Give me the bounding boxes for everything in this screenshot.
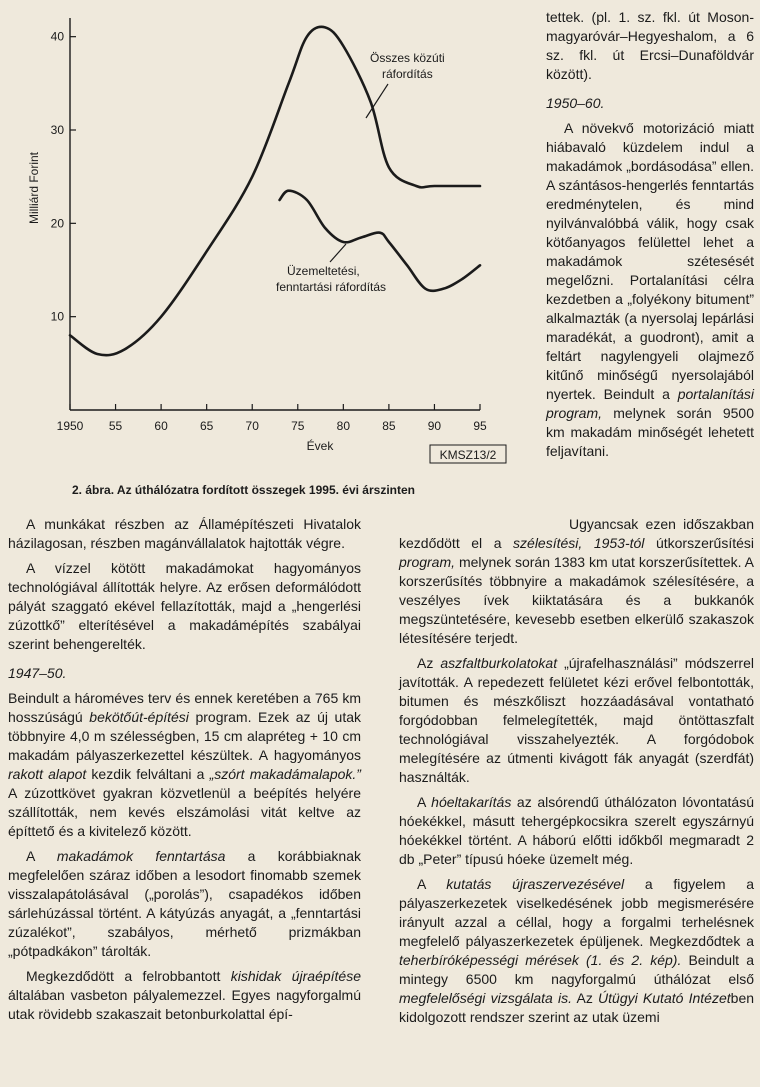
series-label-maintenance-line1: Üzemeltetési, [287,264,360,278]
text-run: Megkezdődött a felrobbantott [26,968,231,984]
series-label-maintenance-pointer [330,244,346,262]
road-spending-chart [0,0,520,480]
x-tick-label: 85 [382,419,396,433]
text-run-italic: „szórt makadámalapok.” [209,766,361,782]
paragraph-research [399,875,754,1027]
text-run-italic: szélesítési, 1953-tól [513,535,645,551]
x-tick-label: 75 [291,419,305,433]
text-run: a korábbiaknak megfelelően száraz időben a lesodort finomabb szemek visszalapátolásával („porolás”), csapadékos időben sárlehúzással történt. A kátyúzás anyagát, a „fenntartási zúzalékot”, szabályos, mérhető prizmákban „pótpadkákon” tárolták. [8,848,361,959]
text-run: „újrafelhasználási” módszerrel javították. A repedezett felületet kézi erővel felbontották, bitumen és mészkőliszt hozzáadásával vontatható forgódobban felmelegítették, majd öntöttaszfalt technológiával visszahelyezték. A forgódobok melegítésére az útmenti kivágott fák anyagát (szerdfát) használták. [399,655,754,785]
text-run: Beindult a mintegy 6500 km nagyforgalmú úthálózat első [399,952,754,987]
paragraph-macadam-maintenance [8,847,361,961]
y-tick-label: 30 [50,123,64,137]
text-run-italic: hóeltakarítás [431,794,512,810]
text-run-italic: portalanítási program, [546,386,754,421]
x-tick-label: 65 [199,419,214,433]
y-axis-label-group [27,151,41,224]
paragraph-macadam-restore: A vízzel kötött makadámokat hagyományos technológiával állították helyre. Az erősen deformálódott pályát szaggató ekével fellazították, majd a „hengerlési zúzottkő” elterítésével a makadámépítés szabályai szerint behengerelték. [8,560,361,652]
text-run: ben kidolgozott rendszer szerint az utak üzemi [399,990,755,1025]
paragraph-asphalt [399,654,754,787]
x-tick-label: 1950 [56,419,84,433]
paragraph-snow-removal [399,793,754,869]
text-run-italic: makadámok fenntartása [56,848,226,864]
text-run: Az [572,990,599,1006]
x-tick-label: 80 [336,419,351,433]
text-run: A növekvő motorizáció miatt hiábavaló küzdelem indul a makadámok „bordásodása” ellen. A szántásos-hengerlés fenntartás eredménytelen, és mind nyilvánvalóbbá válik, hogy csak kötőanyagos felülettel lehet a makadámok szétesését megelőzni. Portalanítási célra kezdetben a „folyékony bitument” alkalmazták (a nyersolaj lepárlási maradékát, a guodront), amit a feltárt nagylengyeli olajmező kitűnő minőségű nyersolajából nyertek. Beindult a [546,120,754,402]
text-run-italic: bekötőút-építési [89,709,189,725]
text-run-italic: kutatás újraszervezésével [446,876,625,892]
x-axis-label: Évek [306,439,334,453]
text-run: a figyelem a pályaszerkezetek viselkedésének jobb megismerésére irányult azzal a céllal, hogy a forgalmi terhelésnek megfelelő pályaszerkezetek épüljenek. Megkezdődtek a [399,876,755,949]
text-run-italic: aszfaltburkolatokat [440,655,558,671]
text-run: Az [417,655,441,671]
text-run: A [417,876,447,892]
left-column [8,515,361,1030]
y-tick-label: 40 [50,29,64,44]
x-tick-label: 70 [245,419,259,433]
series-label-total-line1: Összes közúti [370,51,445,65]
series-label-maintenance-line2: fenntartási ráfordítás [276,280,387,294]
figure-tag: KMSZ13/2 [439,448,497,462]
text-run: melynek során 1383 km utat korszerűsítettek. A korszerűsítés többnyire a makadámok szélesítésére, a veszélyes ívek kiiktatására és a bukkanók megszüntetésére, kevesebb esetben elkerülő szakaszok létesítésére terjedt. [399,554,754,646]
text-run: útkorszerűsítési [644,535,754,551]
x-tick-label: 95 [473,419,487,433]
text-run-italic: rakott alapot [8,766,87,782]
text-run: Beindult a hároméves terv és ennek keretében a 765 km hosszúságú [8,690,361,725]
right-column-top [546,8,754,467]
text-run-italic: teherbíróképességi mérések (1. és 2. kép). [399,952,682,968]
text-run: A zúzottkövet gyakran közvetlenül a beépítés helyére szállították, nem kevés elszámolási vitát keltve az építtető és a kivitelező között. [8,785,361,839]
text-run: A [417,794,432,810]
paragraph-bridges [8,967,361,1024]
series-label-total [370,51,445,81]
paragraph-continuation: tettek. (pl. 1. sz. fkl. út Mosonmagyaróvár–Hegyeshalom, a 6 sz. fkl. út Ercsi–Dunaföldvár között). [546,9,754,82]
y-tick-label: 10 [50,309,64,324]
text-run: A [26,848,57,864]
right-column-bottom [399,515,754,1033]
text-run: általában vasbeton pályalemezzel. Egyes nagyforgalmú utak rövidebb szakaszait betonburkolattal épí- [8,987,361,1022]
paragraph-works: A munkákat részben az Államépítészeti Hivatalok házilagosan, részben magánvállalatok hajtották végre. [8,516,361,551]
x-tick-label: 90 [427,419,442,433]
x-tick-label: 55 [108,419,123,433]
paragraph-1950 [546,119,754,461]
text-run: melynek során 9500 km makadám minőségét lehetett feljavítani. [546,405,754,459]
y-axis-label: Milliárd Forint [27,151,41,225]
x-tick-label: 60 [154,419,168,433]
text-run: kezdik felváltani a [86,766,210,782]
section-heading-1950: 1950–60. [546,95,605,111]
text-run-italic: Útügyi Kutató Intézet [598,990,731,1006]
text-run: az alsórendű úthálózaton lóvontatású hóekékkel, másutt tehergépkocsikra szerelt egyszárnyú hóekékkel történt. A háború előtti időkből megmaradt 2 db „Peter” típusú hóeke üzemelt még. [399,794,754,867]
y-tick-label: 20 [50,216,64,231]
text-run-italic: megfelelőségi vizsgálata is. [399,990,573,1006]
series-label-maintenance [276,264,386,294]
paragraph-three-year-plan [8,689,361,841]
paragraph-widening-program [399,515,754,648]
text-run: program. Ezek az új utak többnyire 4,0 m szélességben, 15 cm alapréteg + 10 cm makadám pályaszerkezettel készültek. A hagyományos [8,709,361,763]
series-label-total-line2: ráfordítás [382,67,433,81]
text-run: Ugyancsak ezen időszakban kezdődött el a [399,516,754,551]
figure-caption: 2. ábra. Az úthálózatra fordított összegek 1995. évi árszinten [72,483,415,497]
section-heading-1947: 1947–50. [8,665,67,681]
text-run-italic: program, [399,554,456,570]
text-run-italic: kishidak újraépítése [230,968,361,984]
